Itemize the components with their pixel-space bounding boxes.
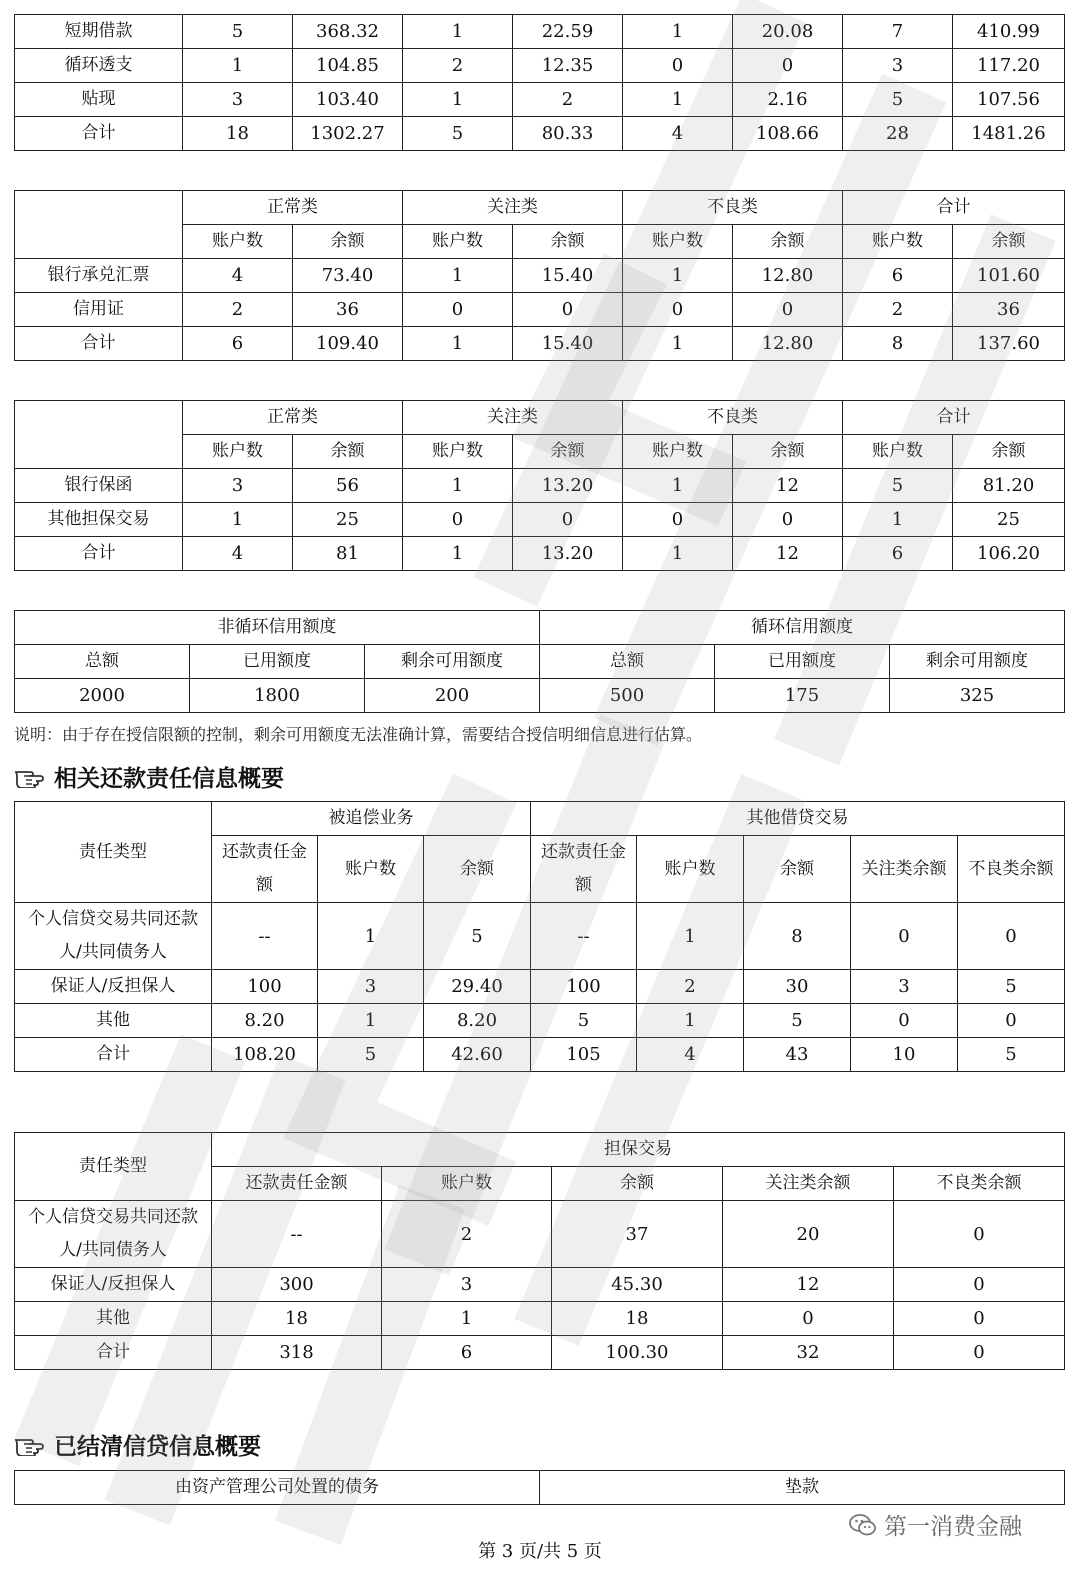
cell: 2: [843, 293, 953, 327]
cell: --: [212, 1201, 382, 1268]
cell: 1: [403, 15, 513, 49]
pointing-hand-icon: [14, 1434, 46, 1456]
cell: 1800: [190, 679, 365, 713]
cell: 0: [513, 503, 623, 537]
section-title-text: 相关还款责任信息概要: [54, 766, 284, 792]
row-label: 合计: [15, 1038, 212, 1072]
cell: 12: [733, 469, 843, 503]
row-label: 其他: [15, 1004, 212, 1038]
cell: 0: [894, 1302, 1065, 1336]
table-row: [15, 1302, 1065, 1336]
table-row: [15, 503, 1065, 537]
cell: 12.35: [513, 49, 623, 83]
header-accounts: 账户数: [843, 225, 953, 259]
header-accounts: 账户数: [403, 225, 513, 259]
cell: 6: [183, 327, 293, 361]
row-label: 循环透支: [15, 49, 183, 83]
table-row: [15, 537, 1065, 571]
row-label: 合计: [15, 327, 183, 361]
table-row: [15, 1038, 1065, 1072]
cell: 175: [715, 679, 890, 713]
loans-table: [14, 14, 1065, 151]
header-bad-balance: 不良类余额: [958, 836, 1065, 903]
cell: 107.56: [953, 83, 1065, 117]
header-advances: 垫款: [540, 1471, 1065, 1505]
row-label: 银行承兑汇票: [15, 259, 183, 293]
cell: 0: [733, 503, 843, 537]
header-responsibility-type: 责任类型: [15, 1133, 212, 1201]
header-remaining: 剩余可用额度: [365, 645, 540, 679]
page-number: 第 3 页/共 5 页: [478, 1541, 602, 1562]
header-non-revolving: 非循环信用额度: [15, 611, 540, 645]
cell: 325: [890, 679, 1065, 713]
cell: 20.08: [733, 15, 843, 49]
cell: 1: [318, 903, 424, 970]
cell: 410.99: [953, 15, 1065, 49]
cell: 1: [637, 1004, 744, 1038]
row-label: 合计: [15, 1336, 212, 1370]
cell: 0: [733, 49, 843, 83]
row-label: 个人信贷交易共同还款人/共同债务人: [15, 903, 212, 970]
guarantee-table: [14, 400, 1065, 571]
cell: 1: [403, 469, 513, 503]
cell: 43: [744, 1038, 851, 1072]
cell: 81.20: [953, 469, 1065, 503]
cell: 12: [723, 1268, 894, 1302]
cell: 32: [723, 1336, 894, 1370]
cell: 12: [733, 537, 843, 571]
header-bad-balance: 不良类余额: [894, 1167, 1065, 1201]
section-title-repayment: [14, 760, 284, 793]
table-row: [15, 1268, 1065, 1302]
cell: 5: [403, 117, 513, 151]
header-accounts: 账户数: [183, 435, 293, 469]
header-other-loans: 其他借贷交易: [531, 802, 1065, 836]
header-normal: 正常类: [183, 191, 403, 225]
row-label: 短期借款: [15, 15, 183, 49]
header-total-amount: 总额: [540, 645, 715, 679]
header-recourse: 被追偿业务: [212, 802, 531, 836]
cell: 4: [183, 259, 293, 293]
cell: 2: [513, 83, 623, 117]
cell: 1: [403, 537, 513, 571]
cell: --: [531, 903, 637, 970]
cell: 73.40: [293, 259, 403, 293]
cell: 12.80: [733, 259, 843, 293]
header-responsibility-amount: 还款责任金额: [212, 1167, 382, 1201]
cell: 0: [958, 1004, 1065, 1038]
cell: 13.20: [513, 537, 623, 571]
cell: 117.20: [953, 49, 1065, 83]
cell: 101.60: [953, 259, 1065, 293]
cell: 100.30: [552, 1336, 723, 1370]
table-row: [15, 1201, 1065, 1268]
header-balance: 余额: [744, 836, 851, 903]
cell: 109.40: [293, 327, 403, 361]
cell: 1302.27: [293, 117, 403, 151]
cell: 2.16: [733, 83, 843, 117]
header-accounts: 账户数: [623, 225, 733, 259]
corner-cell: [15, 191, 183, 259]
cell: 6: [843, 259, 953, 293]
cell: 0: [723, 1302, 894, 1336]
cell: 200: [365, 679, 540, 713]
header-remaining: 剩余可用额度: [890, 645, 1065, 679]
cell: 2000: [15, 679, 190, 713]
table-row: [15, 327, 1065, 361]
cell: 25: [293, 503, 403, 537]
cell: 20: [723, 1201, 894, 1268]
cell: 1: [843, 503, 953, 537]
header-total: 合计: [843, 401, 1065, 435]
cell: 3: [183, 83, 293, 117]
header-total-amount: 总额: [15, 645, 190, 679]
row-label: 银行保函: [15, 469, 183, 503]
cell: 1: [318, 1004, 424, 1038]
cell: 29.40: [424, 970, 531, 1004]
cell: 105: [531, 1038, 637, 1072]
cell: 1: [623, 537, 733, 571]
cell: 2: [382, 1201, 552, 1268]
table-row: [15, 1004, 1065, 1038]
header-balance: 余额: [513, 435, 623, 469]
row-label: 其他担保交易: [15, 503, 183, 537]
header-asset-management-debt: 由资产管理公司处置的债务: [15, 1471, 540, 1505]
cell: 22.59: [513, 15, 623, 49]
cell: 2: [637, 970, 744, 1004]
brand-watermark: [848, 1508, 1022, 1541]
wechat-icon: [848, 1512, 878, 1538]
header-accounts: 账户数: [403, 435, 513, 469]
header-responsibility-amount: 还款责任金额: [531, 836, 637, 903]
header-revolving: 循环信用额度: [540, 611, 1065, 645]
header-responsibility-amount: 还款责任金额: [212, 836, 318, 903]
cell: 318: [212, 1336, 382, 1370]
cell: 100: [531, 970, 637, 1004]
header-accounts: 账户数: [623, 435, 733, 469]
cell: 56: [293, 469, 403, 503]
header-used: 已用额度: [715, 645, 890, 679]
corner-cell: [15, 401, 183, 469]
cell: 300: [212, 1268, 382, 1302]
row-label: 个人信贷交易共同还款人/共同债务人: [15, 1201, 212, 1268]
header-used: 已用额度: [190, 645, 365, 679]
cell: 103.40: [293, 83, 403, 117]
header-guarantee-transactions: 担保交易: [212, 1133, 1065, 1167]
cell: 1: [637, 903, 744, 970]
row-label: 合计: [15, 537, 183, 571]
cell: 0: [733, 293, 843, 327]
table-row: [15, 679, 1065, 713]
table-header-row: [15, 611, 1065, 645]
cell: 80.33: [513, 117, 623, 151]
header-balance: 余额: [733, 225, 843, 259]
table-row: [15, 49, 1065, 83]
cell: 2: [403, 49, 513, 83]
table-row: [15, 970, 1065, 1004]
header-normal: 正常类: [183, 401, 403, 435]
cell: 8.20: [424, 1004, 531, 1038]
table-row: [15, 83, 1065, 117]
cell: 1: [382, 1302, 552, 1336]
header-balance: 余额: [733, 435, 843, 469]
cell: 1481.26: [953, 117, 1065, 151]
table-subheader-row: [15, 645, 1065, 679]
table-row: [15, 117, 1065, 151]
cell: 30: [744, 970, 851, 1004]
cell: 3: [318, 970, 424, 1004]
cell: 5: [531, 1004, 637, 1038]
header-balance: 余额: [552, 1167, 723, 1201]
credit-limit-table: [14, 610, 1065, 713]
table-header-row: [15, 802, 1065, 836]
cell: 6: [382, 1336, 552, 1370]
header-responsibility-type: 责任类型: [15, 802, 212, 903]
cell: 1: [403, 327, 513, 361]
settled-table: [14, 1470, 1065, 1505]
acceptance-table: [14, 190, 1065, 361]
cell: 5: [958, 1038, 1065, 1072]
cell: 137.60: [953, 327, 1065, 361]
cell: 5: [843, 469, 953, 503]
table-header-row: [15, 1133, 1065, 1167]
cell: 0: [894, 1201, 1065, 1268]
cell: 1: [623, 327, 733, 361]
cell: 0: [623, 503, 733, 537]
table-row: [15, 293, 1065, 327]
explanation-note: 说明：由于存在授信限额的控制，剩余可用额度无法准确计算，需要结合授信明细信息进行估算。: [14, 725, 703, 744]
repayment-table: [14, 801, 1065, 1072]
header-watch-balance: 关注类余额: [723, 1167, 894, 1201]
cell: 8: [744, 903, 851, 970]
table-header-row: [15, 401, 1065, 435]
cell: 0: [851, 903, 958, 970]
header-watch: 关注类: [403, 401, 623, 435]
cell: 1: [623, 469, 733, 503]
guarantee-responsibility-table: [14, 1132, 1065, 1370]
cell: 108.66: [733, 117, 843, 151]
cell: 81: [293, 537, 403, 571]
row-label: 合计: [15, 117, 183, 151]
cell: 5: [958, 970, 1065, 1004]
cell: 0: [403, 503, 513, 537]
cell: 0: [403, 293, 513, 327]
header-balance: 余额: [953, 225, 1065, 259]
cell: 0: [958, 903, 1065, 970]
cell: 18: [212, 1302, 382, 1336]
cell: 1: [403, 259, 513, 293]
header-total: 合计: [843, 191, 1065, 225]
header-balance: 余额: [293, 225, 403, 259]
cell: 1: [623, 259, 733, 293]
cell: 5: [183, 15, 293, 49]
header-balance: 余额: [424, 836, 531, 903]
cell: 0: [894, 1336, 1065, 1370]
cell: 28: [843, 117, 953, 151]
cell: 10: [851, 1038, 958, 1072]
cell: 2: [183, 293, 293, 327]
header-balance: 余额: [513, 225, 623, 259]
brand-name: 第一消费金融: [884, 1514, 1022, 1540]
header-accounts: 账户数: [183, 225, 293, 259]
cell: 106.20: [953, 537, 1065, 571]
header-accounts: 账户数: [637, 836, 744, 903]
cell: 3: [382, 1268, 552, 1302]
cell: 5: [424, 903, 531, 970]
header-balance: 余额: [953, 435, 1065, 469]
cell: 8: [843, 327, 953, 361]
cell: 1: [623, 15, 733, 49]
cell: 100: [212, 970, 318, 1004]
cell: 4: [623, 117, 733, 151]
row-label: 其他: [15, 1302, 212, 1336]
cell: 0: [851, 1004, 958, 1038]
cell: 15.40: [513, 259, 623, 293]
header-bad: 不良类: [623, 401, 843, 435]
table-row: [15, 15, 1065, 49]
cell: 18: [183, 117, 293, 151]
cell: 104.85: [293, 49, 403, 83]
section-title-text: 已结清信贷信息概要: [54, 1434, 261, 1460]
cell: 13.20: [513, 469, 623, 503]
cell: 1: [183, 49, 293, 83]
header-balance: 余额: [293, 435, 403, 469]
cell: 108.20: [212, 1038, 318, 1072]
cell: 18: [552, 1302, 723, 1336]
row-label: 保证人/反担保人: [15, 970, 212, 1004]
cell: 1: [183, 503, 293, 537]
cell: 368.32: [293, 15, 403, 49]
cell: --: [212, 903, 318, 970]
header-accounts: 账户数: [382, 1167, 552, 1201]
table-header-row: [15, 191, 1065, 225]
cell: 5: [843, 83, 953, 117]
cell: 0: [623, 293, 733, 327]
cell: 0: [894, 1268, 1065, 1302]
table-row: [15, 259, 1065, 293]
cell: 500: [540, 679, 715, 713]
cell: 8.20: [212, 1004, 318, 1038]
cell: 37: [552, 1201, 723, 1268]
cell: 36: [293, 293, 403, 327]
header-bad: 不良类: [623, 191, 843, 225]
cell: 36: [953, 293, 1065, 327]
cell: 15.40: [513, 327, 623, 361]
header-accounts: 账户数: [843, 435, 953, 469]
pointing-hand-icon: [14, 766, 46, 788]
cell: 5: [744, 1004, 851, 1038]
cell: 0: [623, 49, 733, 83]
cell: 1: [403, 83, 513, 117]
cell: 42.60: [424, 1038, 531, 1072]
cell: 12.80: [733, 327, 843, 361]
cell: 3: [851, 970, 958, 1004]
table-row: [15, 469, 1065, 503]
cell: 1: [623, 83, 733, 117]
row-label: 保证人/反担保人: [15, 1268, 212, 1302]
cell: 4: [183, 537, 293, 571]
cell: 3: [183, 469, 293, 503]
row-label: 信用证: [15, 293, 183, 327]
cell: 25: [953, 503, 1065, 537]
cell: 6: [843, 537, 953, 571]
cell: 4: [637, 1038, 744, 1072]
cell: 45.30: [552, 1268, 723, 1302]
cell: 0: [513, 293, 623, 327]
table-row: [15, 1336, 1065, 1370]
header-watch-balance: 关注类余额: [851, 836, 958, 903]
row-label: 贴现: [15, 83, 183, 117]
cell: 5: [318, 1038, 424, 1072]
cell: 7: [843, 15, 953, 49]
table-row: [15, 903, 1065, 970]
header-watch: 关注类: [403, 191, 623, 225]
table-header-row: [15, 1471, 1065, 1505]
section-title-settled: [14, 1428, 261, 1461]
header-accounts: 账户数: [318, 836, 424, 903]
cell: 3: [843, 49, 953, 83]
